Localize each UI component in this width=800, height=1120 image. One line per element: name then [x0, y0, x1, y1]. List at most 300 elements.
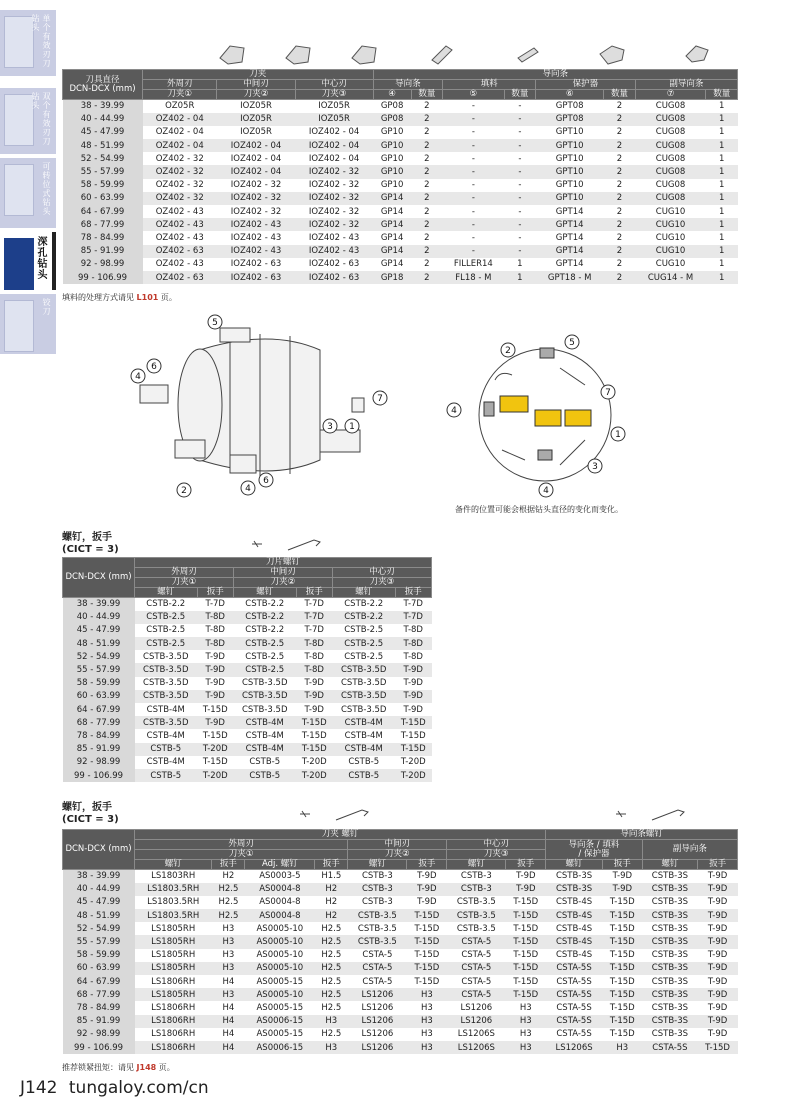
table-cell: - — [443, 165, 505, 178]
table-row — [63, 922, 738, 935]
callout-label: 7 — [605, 388, 611, 398]
table-cell: GPT08 — [536, 113, 604, 126]
table-cell: T-15D — [602, 896, 642, 909]
filler-icon — [518, 48, 538, 62]
table-cell: 2 — [411, 271, 443, 284]
table-cell: GPT18 - M — [536, 271, 604, 284]
table-cell: T-9D — [602, 883, 642, 896]
table-cell: T-15D — [602, 935, 642, 948]
sidebar-tab-label: 双个有效刃刀钻头 — [31, 92, 51, 146]
table-cell: 2 — [604, 205, 636, 218]
table-row — [63, 703, 432, 716]
table-cell: 2 — [604, 271, 636, 284]
table-cell: IOZ402 - 43 — [217, 245, 295, 258]
row-diameter-cell: 99 - 106.99 — [63, 1041, 135, 1054]
table-row — [63, 218, 738, 231]
table-cell: - — [504, 245, 536, 258]
table-cell: H4 — [212, 975, 245, 988]
table-cell: T-15D — [506, 935, 546, 948]
table-row — [63, 769, 432, 782]
table-cell: - — [443, 100, 505, 113]
table-cell: GPT14 — [536, 231, 604, 244]
table-cell: T-15D — [296, 729, 332, 742]
callout-label: 6 — [263, 476, 269, 486]
table-cell: 1 — [706, 245, 738, 258]
table-cell: IOZ402 - 32 — [295, 218, 373, 231]
table-cell: IOZ402 - 32 — [295, 165, 373, 178]
table-cell: CSTB-4M — [135, 729, 198, 742]
table-cell: 1 — [706, 179, 738, 192]
row-diameter-cell: 45 - 47.99 — [63, 896, 135, 909]
table-cell: - — [443, 218, 505, 231]
table-cell: 2 — [604, 165, 636, 178]
page-ref-link[interactable]: L101 — [136, 293, 159, 302]
row-diameter-cell: 48 - 51.99 — [63, 139, 143, 152]
table-row — [63, 205, 738, 218]
table-cell: H3 — [602, 1041, 642, 1054]
table-cell: AS0005-10 — [245, 988, 315, 1001]
table-cell: - — [443, 126, 505, 139]
table-cell: CSTB-3.5D — [233, 703, 296, 716]
table-cell: T-7D — [296, 598, 332, 611]
table-cell: CSTB-3S — [642, 988, 697, 1001]
table-cell: T-7D — [296, 611, 332, 624]
table-cell: T-15D — [602, 975, 642, 988]
table-cell: 2 — [411, 218, 443, 231]
site-url[interactable]: tungaloy.com/cn — [68, 1078, 209, 1098]
table-cell: T-8D — [296, 650, 332, 663]
table-cell: T-8D — [197, 611, 233, 624]
table-row — [63, 179, 738, 192]
row-diameter-cell: 60 - 63.99 — [63, 192, 143, 205]
table-cell: CUG10 — [635, 205, 706, 218]
table-cell: T-9D — [407, 883, 447, 896]
table-cell: IOZ402 - 63 — [295, 271, 373, 284]
callout-label: 4 — [245, 484, 251, 494]
row-diameter-cell: 58 - 59.99 — [63, 949, 135, 962]
sidebar-tab-single[interactable] — [0, 10, 56, 76]
table-cell: AS0004-8 — [245, 896, 315, 909]
table-cell: T-8D — [197, 624, 233, 637]
row-diameter-cell: 55 - 57.99 — [63, 663, 135, 676]
table-cell: GP14 — [373, 258, 411, 271]
row-diameter-cell: 38 - 39.99 — [63, 870, 135, 883]
table-cell: 1 — [706, 113, 738, 126]
table-row — [63, 870, 738, 883]
table-cell: T-9D — [602, 870, 642, 883]
table-cell: CSTB-4M — [233, 743, 296, 756]
table-cell: CUG08 — [635, 179, 706, 192]
table-cell: T-15D — [602, 1028, 642, 1041]
table-cell: H2.5 — [315, 922, 348, 935]
table-cell: CUG14 - M — [635, 271, 706, 284]
table-cell: T-9D — [698, 1001, 738, 1014]
callout-label: 7 — [377, 394, 383, 404]
table-cell: AS0005-15 — [245, 975, 315, 988]
table-cell: 2 — [411, 205, 443, 218]
table-cell: GP08 — [373, 100, 411, 113]
row-diameter-cell: 78 - 84.99 — [63, 1001, 135, 1014]
callout-label: 2 — [505, 346, 511, 356]
table-cell: 2 — [411, 258, 443, 271]
table-cell: 1 — [706, 205, 738, 218]
table-cell: - — [504, 113, 536, 126]
table-cell: AS0006-15 — [245, 1015, 315, 1028]
table-row — [63, 139, 738, 152]
table-cell: T-9D — [197, 690, 233, 703]
table-cell: H3 — [407, 1028, 447, 1041]
table-cell: H3 — [407, 988, 447, 1001]
table-cell: CSTB-2.2 — [332, 611, 395, 624]
table-row — [63, 650, 432, 663]
table-cell: CSTA-5S — [546, 1028, 603, 1041]
page-ref-link[interactable]: J148 — [136, 1063, 157, 1072]
table-cell: CSTB-5 — [233, 756, 296, 769]
table-cell: LS1206S — [447, 1041, 506, 1054]
table-cell: CSTB-3.5 — [447, 896, 506, 909]
table-cell: CSTB-3S — [642, 922, 697, 935]
table-cell: H2.5 — [315, 949, 348, 962]
table-cell: IOZ05R — [217, 100, 295, 113]
table-row — [63, 611, 432, 624]
callout-label: 4 — [451, 406, 457, 416]
table-cell: H3 — [212, 935, 245, 948]
table-cell: OZ402 - 63 — [143, 271, 217, 284]
table-cell: GPT14 — [536, 258, 604, 271]
row-diameter-cell: 58 - 59.99 — [63, 179, 143, 192]
reamer-icon — [4, 300, 34, 352]
table-cell: T-15D — [602, 962, 642, 975]
row-diameter-cell: 78 - 84.99 — [63, 729, 135, 742]
table-cell: 1 — [706, 271, 738, 284]
section-title: 螺钉，扳手 (CICT = 3) — [62, 532, 119, 555]
table-cell: H2 — [315, 883, 348, 896]
table-cell: GP08 — [373, 113, 411, 126]
row-diameter-cell: 60 - 63.99 — [63, 962, 135, 975]
row-diameter-cell: 48 - 51.99 — [63, 637, 135, 650]
table-cell: - — [504, 126, 536, 139]
table-cell: - — [504, 231, 536, 244]
row-diameter-cell: 92 - 98.99 — [63, 756, 135, 769]
protector-icon — [600, 46, 624, 64]
table-cell: LS1206 — [348, 1041, 407, 1054]
callout-label: 3 — [592, 462, 598, 472]
table-cell: OZ402 - 43 — [143, 258, 217, 271]
table-cell: T-15D — [197, 729, 233, 742]
table-cell: CSTA-5 — [447, 935, 506, 948]
table-cell: IOZ402 - 43 — [217, 231, 295, 244]
table-cell: T-9D — [197, 650, 233, 663]
table-cell: CSTB-4S — [546, 909, 603, 922]
table-cell: CSTB-4S — [546, 896, 603, 909]
table-cell: CSTB-3S — [642, 909, 697, 922]
callout-label: 6 — [151, 362, 157, 372]
screw-wrench-icon — [612, 806, 692, 822]
table-cell: OZ402 - 32 — [143, 192, 217, 205]
table-cell: H2.5 — [315, 975, 348, 988]
table-cell: T-9D — [296, 690, 332, 703]
table-cell: CSTB-3 — [348, 896, 407, 909]
table-cell: CSTB-3S — [642, 949, 697, 962]
table-row — [63, 716, 432, 729]
table-cell: GP14 — [373, 218, 411, 231]
table-cell: GPT10 — [536, 192, 604, 205]
table-cell: T-9D — [698, 988, 738, 1001]
table-cell: CSTB-4M — [135, 703, 198, 716]
table-cell: T-8D — [395, 624, 432, 637]
table-cell: - — [443, 179, 505, 192]
table-row — [63, 949, 738, 962]
table-cell: T-8D — [395, 650, 432, 663]
table-cell: CSTB-4M — [332, 743, 395, 756]
page-footer — [20, 1078, 209, 1098]
table-cell: T-9D — [197, 677, 233, 690]
table-cell: CSTA-5S — [546, 1001, 603, 1014]
figure-caption: 备件的位置可能会根据钻头直径的变化而变化。 — [455, 505, 623, 514]
table-row — [63, 1001, 738, 1014]
row-diameter-cell: 55 - 57.99 — [63, 165, 143, 178]
table-cell: OZ402 - 32 — [143, 179, 217, 192]
table-cell: LS1206 — [348, 988, 407, 1001]
table-cell: CSTB-3 — [447, 883, 506, 896]
table-cell: AS0004-8 — [245, 909, 315, 922]
table-cell: T-9D — [698, 949, 738, 962]
table-row — [63, 192, 738, 205]
sidebar-tab-double[interactable] — [0, 88, 56, 154]
table-cell: 2 — [604, 152, 636, 165]
table-cell: H2.5 — [212, 909, 245, 922]
table-cell: H2.5 — [315, 1001, 348, 1014]
table-cell: GP18 — [373, 271, 411, 284]
sidebar-tab-reamer[interactable] — [0, 294, 56, 354]
table-cell: 2 — [604, 126, 636, 139]
table-cell: CSTB-3.5 — [447, 909, 506, 922]
table-cell: - — [443, 231, 505, 244]
table-cell: AS0005-15 — [245, 1028, 315, 1041]
callout-label: 4 — [135, 372, 141, 382]
table-cell: IOZ402 - 04 — [295, 139, 373, 152]
table-cell: OZ402 - 63 — [143, 245, 217, 258]
table-row — [63, 975, 738, 988]
table-cell: H2 — [212, 870, 245, 883]
table-cell: - — [443, 192, 505, 205]
table-cell: GPT10 — [536, 165, 604, 178]
table-cell: H2 — [315, 896, 348, 909]
callout-label: 2 — [181, 486, 187, 496]
table-cell: T-20D — [296, 756, 332, 769]
table-cell: CSTB-4M — [135, 756, 198, 769]
table-cell: T-8D — [197, 637, 233, 650]
table-cell: CUG08 — [635, 100, 706, 113]
table-cell: IOZ402 - 43 — [217, 218, 295, 231]
table-cell: IOZ402 - 04 — [295, 126, 373, 139]
sidebar-tab-label: 可转位式钻头 — [42, 162, 51, 216]
screw-wrench-icon — [296, 806, 376, 822]
table-cell: IOZ402 - 63 — [217, 271, 295, 284]
table-cell: 2 — [604, 113, 636, 126]
table-cell: CUG10 — [635, 245, 706, 258]
table-cell: 2 — [604, 245, 636, 258]
table-cell: CUG10 — [635, 258, 706, 271]
callout-label: 4 — [543, 486, 549, 496]
callout-label: 3 — [327, 422, 333, 432]
table-cell: CSTB-4S — [546, 949, 603, 962]
table-cell: CSTB-3.5D — [135, 650, 198, 663]
table-cell: CSTB-2.2 — [233, 611, 296, 624]
insert-screw-table-body — [63, 598, 432, 783]
table-cell: AS0005-10 — [245, 949, 315, 962]
callout-label: 5 — [569, 338, 575, 348]
table-cell: - — [504, 165, 536, 178]
row-diameter-cell: 68 - 77.99 — [63, 716, 135, 729]
table-cell: T-15D — [602, 1015, 642, 1028]
table-cell: T-15D — [407, 922, 447, 935]
table-cell: CSTB-3S — [546, 883, 603, 896]
table-cell: CSTB-3S — [642, 975, 697, 988]
table-cell: GPT08 — [536, 100, 604, 113]
table-cell: LS1206 — [348, 1028, 407, 1041]
table-cell: 1 — [706, 126, 738, 139]
table-cell: 1 — [706, 218, 738, 231]
table-cell: CSTA-5 — [447, 962, 506, 975]
table-cell: LS1806RH — [135, 1001, 212, 1014]
table-cell: 2 — [604, 258, 636, 271]
table-cell: H2.5 — [212, 896, 245, 909]
row-diameter-cell: 58 - 59.99 — [63, 677, 135, 690]
table-cell: T-9D — [698, 1028, 738, 1041]
table-cell: AS0005-10 — [245, 922, 315, 935]
table-cell: 1 — [706, 258, 738, 271]
table-cell: CSTB-5 — [135, 769, 198, 782]
sidebar-tab-indexable[interactable] — [0, 158, 56, 228]
table-cell: CUG08 — [635, 126, 706, 139]
table-cell: 1 — [706, 100, 738, 113]
table-cell: H3 — [315, 1041, 348, 1054]
table-cell: T-8D — [395, 637, 432, 650]
insert-cassette-table-body — [63, 100, 738, 285]
drill-icon — [4, 238, 34, 290]
table-cell: T-15D — [506, 988, 546, 1001]
table-cell: T-15D — [407, 949, 447, 962]
table-cell: - — [443, 152, 505, 165]
table-cell: CSTA-5 — [348, 975, 407, 988]
table-cell: T-9D — [395, 663, 432, 676]
table-cell: AS0005-10 — [245, 962, 315, 975]
table-cell: - — [504, 192, 536, 205]
table-cell: T-7D — [395, 598, 432, 611]
table-cell: 2 — [411, 179, 443, 192]
table-cell: LS1206S — [546, 1041, 603, 1054]
table-cell: IOZ05R — [295, 100, 373, 113]
table-cell: CSTB-5 — [233, 769, 296, 782]
table-row — [63, 271, 738, 284]
table-cell: CSTB-2.5 — [135, 624, 198, 637]
table-cell: IOZ402 - 63 — [295, 258, 373, 271]
table-cell: CSTB-4M — [332, 716, 395, 729]
table-cell: 1 — [706, 165, 738, 178]
table-cell: T-15D — [407, 935, 447, 948]
table-cell: T-8D — [296, 637, 332, 650]
table-cell: T-9D — [506, 883, 546, 896]
table-cell: CSTB-2.5 — [233, 637, 296, 650]
table-cell: 2 — [411, 192, 443, 205]
table-cell: H2.5 — [315, 962, 348, 975]
table-cell: H2.5 — [315, 1028, 348, 1041]
table-row — [63, 883, 738, 896]
table-cell: CSTB-2.5 — [233, 650, 296, 663]
table-row — [63, 729, 432, 742]
table-cell: CSTB-3.5 — [348, 922, 407, 935]
table-row — [63, 231, 738, 244]
table-cell: OZ402 - 04 — [143, 139, 217, 152]
page-number: J142 — [20, 1078, 58, 1098]
table-cell: CSTB-3S — [642, 962, 697, 975]
table-cell: CSTA-5S — [642, 1041, 697, 1054]
cassette-middle-icon — [286, 46, 310, 64]
table-cell: IOZ402 - 32 — [295, 192, 373, 205]
table-row — [63, 1015, 738, 1028]
table-cell: CSTB-2.5 — [135, 637, 198, 650]
table-cell: - — [504, 152, 536, 165]
table-cell: CSTB-2.2 — [332, 598, 395, 611]
table-cell: FL18 - M — [443, 271, 505, 284]
table-cell: CSTB-2.5 — [332, 650, 395, 663]
table-cell: T-15D — [506, 962, 546, 975]
table-cell: T-9D — [698, 909, 738, 922]
table-cell: CSTA-5 — [348, 962, 407, 975]
table-cell: GP10 — [373, 179, 411, 192]
table-cell: T-20D — [395, 756, 432, 769]
sidebar-tab-deephole[interactable] — [0, 232, 56, 290]
table-cell: T-15D — [506, 922, 546, 935]
table-cell: T-15D — [506, 949, 546, 962]
table-cell: T-9D — [407, 896, 447, 909]
table-cell: LS1806RH — [135, 1015, 212, 1028]
table-cell: T-15D — [407, 909, 447, 922]
table-cell: 2 — [411, 139, 443, 152]
table-cell: H3 — [315, 1015, 348, 1028]
row-diameter-cell: 52 - 54.99 — [63, 922, 135, 935]
table-cell: AS0005-10 — [245, 935, 315, 948]
sidebar-tab-label: 铰刀 — [42, 298, 51, 316]
table-cell: CSTA-5 — [447, 949, 506, 962]
row-diameter-cell: 40 - 44.99 — [63, 883, 135, 896]
table-cell: T-9D — [506, 870, 546, 883]
table-cell: CSTB-3 — [447, 870, 506, 883]
row-diameter-cell: 48 - 51.99 — [63, 909, 135, 922]
table-row — [63, 126, 738, 139]
table-cell: CSTB-3S — [642, 935, 697, 948]
table-cell: CSTA-5S — [546, 975, 603, 988]
table-cell: T-15D — [506, 909, 546, 922]
table-cell: GP10 — [373, 165, 411, 178]
sidebar-tab-label: 单个有效刃刀钻头 — [31, 14, 51, 68]
table-cell: CSTB-3.5D — [135, 690, 198, 703]
table-cell: CSTB-3S — [546, 870, 603, 883]
table-cell: CSTB-3S — [642, 1001, 697, 1014]
table-cell: CSTB-3.5D — [332, 677, 395, 690]
table-cell: IOZ402 - 32 — [217, 179, 295, 192]
table-cell: CUG10 — [635, 218, 706, 231]
table-cell: T-15D — [602, 909, 642, 922]
table-row — [63, 663, 432, 676]
table-row — [63, 598, 432, 611]
table-cell: CSTB-3.5D — [135, 677, 198, 690]
table-cell: CSTB-5 — [332, 756, 395, 769]
table-cell: T-15D — [395, 743, 432, 756]
table-cell: IOZ05R — [217, 113, 295, 126]
table-cell: T-7D — [296, 624, 332, 637]
